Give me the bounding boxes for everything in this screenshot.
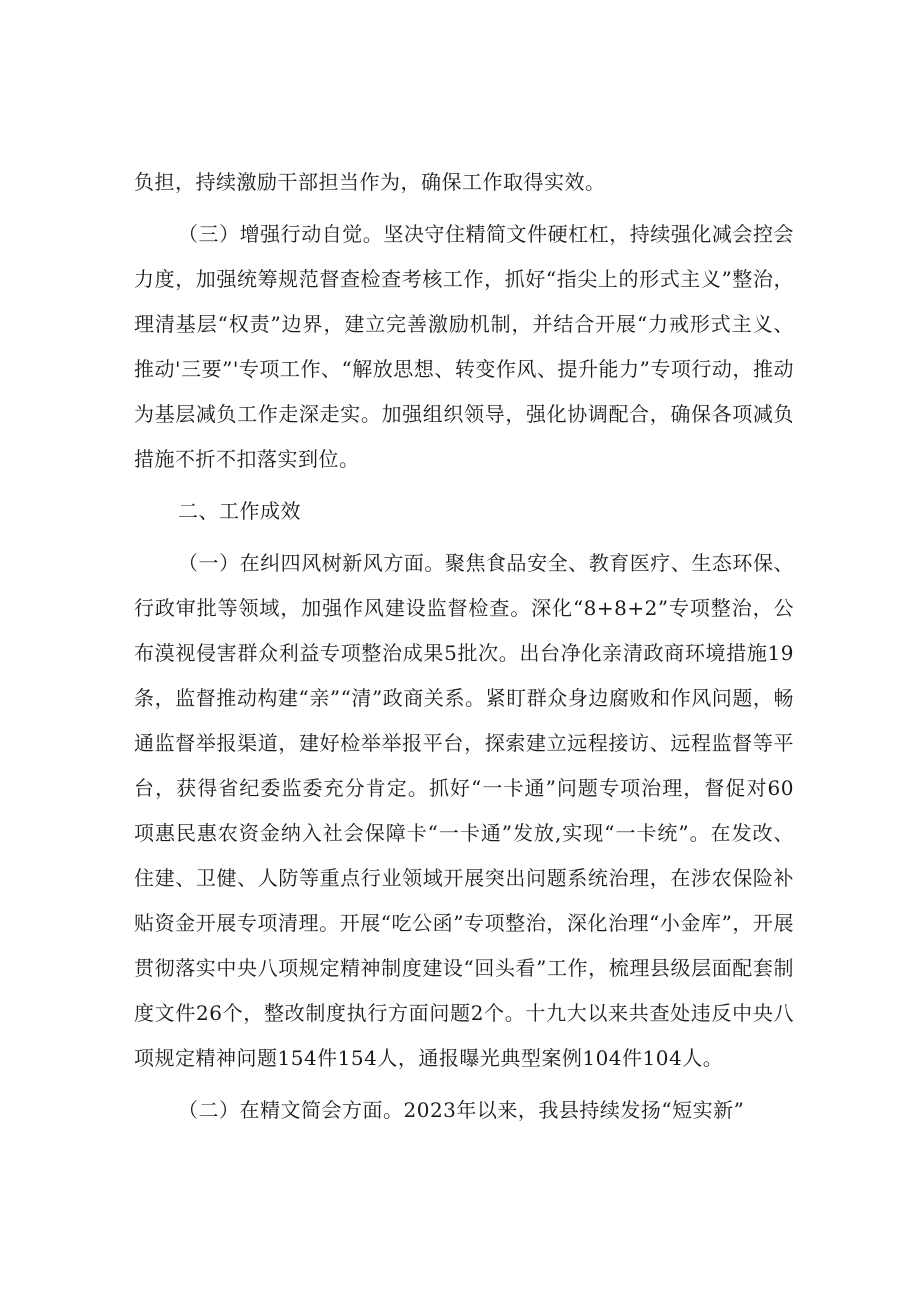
section-heading: 二、工作成效 [178, 499, 301, 523]
document-body [134, 160, 794, 1133]
paragraph-section-3: （三）增强行动自觉。坚决守住精简文件硬杠杠，持续强化减会控会力度，加强统筹规范督查检查考核工作，抓好“指尖上的形式主义”整治，理清基层“权责”边界，建立完善激励机制，并结合开展“力戒形式主义、推动'三要”'专项工作、“解放思想、转变作风、提升能力”专项行动，推动为基层减负工作走深走实。加强组织领导，强化协调配合，确保各项减负措施不折不扣落实到位。 [134, 222, 794, 471]
paragraph-result-2: （二）在精文简会方面。2023年以来，我县持续发扬“短实新” [178, 1098, 745, 1122]
paragraph-result-1: （一）在纠四风树新风方面。聚焦食品安全、教育医疗、生态环保、行政审批等领域，加强作风建设监督检查。深化“8+8+2”专项整治，公布漠视侵害群众利益专项整治成果5批次。出台净化亲清政商环境措施19条，监督推动构建“亲”“清”政商关系。紧盯群众身边腐败和作风问题，畅通监督举报渠道，建好检举举报平台，探索建立远程接访、远程监督等平台，获得省纪委监委充分肯定。抓好“一卡通”问题专项治理，督促对60项惠民惠农资金纳入社会保障卡“一卡通”发放,实现“一卡统”。在发改、住建、卫健、人防等重点行业领域开展突出问题系统治理，在涉农保险补贴资金开展专项清理。开展“吃公函”专项整治，深化治理“小金库”，开展贯彻落实中央八项规定精神制度建设“回头看”工作，梳理县级层面配套制度文件26个，整改制度执行方面问题2个。十九大以来共查处违反中央八项规定精神问题154件154人，通报曝光典型案例104件104人。 [134, 551, 794, 1070]
paragraph-continuation: 负担，持续激励干部担当作为，确保工作取得实效。 [134, 170, 606, 194]
